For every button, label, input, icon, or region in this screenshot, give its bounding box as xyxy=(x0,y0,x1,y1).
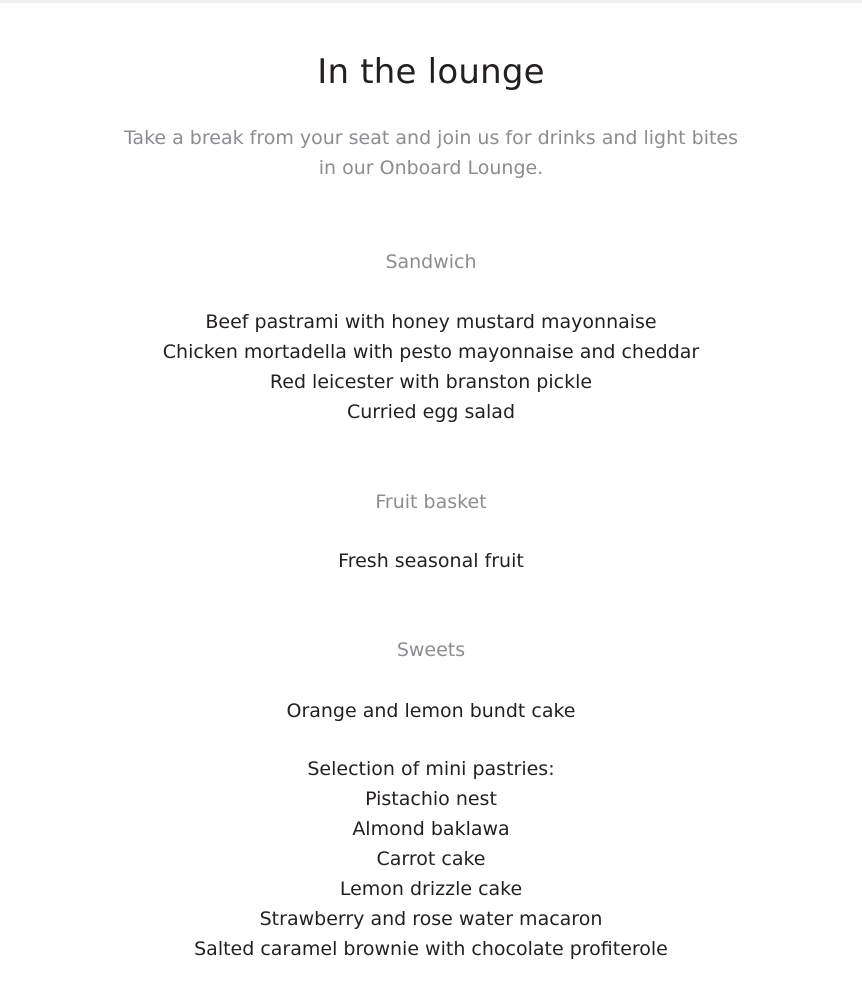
section-fruit-basket xyxy=(0,487,862,576)
menu-item: Curried egg salad xyxy=(346,401,516,423)
intro-line: in our Onboard Lounge. xyxy=(318,157,544,179)
pastry-list xyxy=(0,784,862,964)
section-sweets xyxy=(0,635,862,964)
menu-item-list xyxy=(0,696,862,726)
menu-item: Almond baklawa xyxy=(352,818,510,840)
section-heading: Sandwich xyxy=(385,251,477,273)
section-heading: Fruit basket xyxy=(375,491,487,513)
page-title: In the lounge xyxy=(317,52,545,92)
menu-item: Pistachio nest xyxy=(365,788,497,810)
menu-item: Lemon drizzle cake xyxy=(339,878,523,900)
section-heading: Sweets xyxy=(396,639,466,661)
menu-item-list xyxy=(0,307,862,427)
menu-item: Chicken mortadella with pesto mayonnaise and cheddar xyxy=(162,341,700,363)
menu-item: Carrot cake xyxy=(376,848,486,870)
section-sandwich xyxy=(0,247,862,427)
menu-item: Fresh seasonal fruit xyxy=(338,550,524,572)
menu-item: Red leicester with branston pickle xyxy=(269,371,593,393)
menu-item: Orange and lemon bundt cake xyxy=(286,700,576,722)
intro-text xyxy=(0,123,862,183)
intro-line: Take a break from your seat and join us for drinks and light bites xyxy=(123,127,739,149)
menu-item: Salted caramel brownie with chocolate profiterole xyxy=(194,938,668,960)
menu-item-list xyxy=(0,546,862,576)
menu-item: Beef pastrami with honey mustard mayonnaise xyxy=(205,311,657,333)
menu-item: Strawberry and rose water macaron xyxy=(259,908,603,930)
sub-list-heading: Selection of mini pastries: xyxy=(307,758,555,780)
top-divider xyxy=(0,0,862,3)
